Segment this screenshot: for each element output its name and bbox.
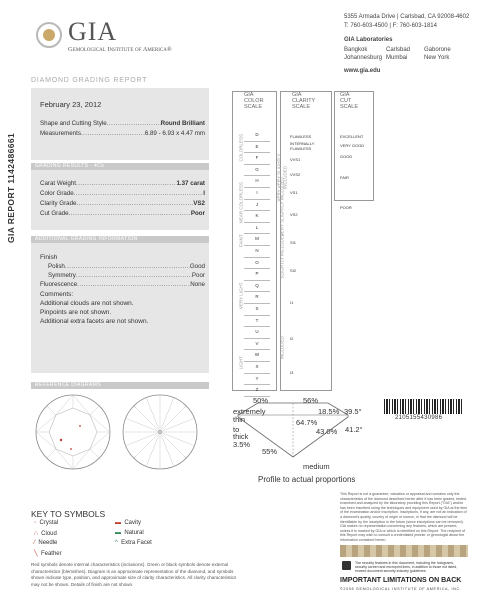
scale-title-line: CUT [340,98,352,104]
lab-city: Johannesburg [344,55,383,61]
color-grade-r: R [244,291,270,304]
report-date: February 23, 2012 [40,100,102,109]
crown-angle: 39.5° [344,407,362,416]
symbol-name: Cloud [41,531,57,537]
key-footnote: Red symbols denote internal characteristics (inclusions). Green or black symbols denote external characteristics (blemishes). Diagram is an approximate representation of the diamond, and symbols shown indicate type, position, and approximate size of clarity characteristics. All clarity characteristics may not be shown. Details of finish are not shown. [31,562,237,587]
clarity-scale-title [292,92,315,110]
star-length: 50% [253,396,269,405]
crown-height: 18.5% [318,407,340,416]
extra-facet-symbol-icon: ^ [115,540,118,546]
clarity-label: Clarity Grade [40,200,77,207]
clarity-grade: VS2 [290,212,298,217]
additional-heading: ADDITIONAL GRADING INFORMATION [31,236,209,243]
color-grade-g: G [244,164,270,177]
color-grade-h: H [244,175,270,188]
measurements-row [40,130,205,137]
carat-label: Carat Weight [40,180,76,187]
lower-half: 55% [262,447,278,456]
color-group-label: FAINT [238,234,244,248]
key-symbol-item [34,520,58,526]
comment-line: Pinpoints are not shown. [40,309,112,316]
color-grade-y: Y [244,373,270,386]
phone: T: 760-603-4500 | F: 760-603-1814 [344,23,437,29]
symbol-name: Cavity [124,520,142,526]
gia-logo-text: GIA [68,17,118,46]
security-text: The security features in this document, including the holograms, security screen and microprint lines, in addition to those not listed, exceed document security industry guidelines. [355,561,458,574]
color-row [40,190,205,197]
cut-grade: GOOD [340,154,353,159]
crystal-symbol-icon: ◦ [34,520,37,526]
color-group-label: COLORLESS [238,134,244,162]
cut-row [40,210,205,217]
gia-seal-logo [36,22,62,48]
clarity-grade: INTERNALLY FLAWLESS [290,141,315,151]
lab-city: Gaborone [424,47,451,53]
proportions-profile-diagram [230,395,360,463]
cut-grade: FAIR [340,175,349,180]
scale-title-line: GIA [244,92,254,98]
color-grade-j: J [244,199,270,212]
color-grade-m: M [244,233,270,246]
lab-city: Bangkok [344,47,368,53]
color-grade-o: O [244,257,270,270]
cloud-symbol-icon: ∴ [34,531,38,537]
grading-results-heading: GRADING RESULTS - 4Cs [31,163,209,170]
table-pct: 56% [303,396,319,405]
shape-value: Round Brilliant [160,120,205,127]
finish-label: Finish [40,254,58,261]
clarity-value: VS2 [193,200,205,207]
reference-heading: REFERENCE DIAGRAMS [31,382,209,389]
clarity-grade: FLAWLESS [290,134,312,139]
key-symbol-item [115,540,152,546]
carat-row [40,180,205,187]
scale-title-line: GIA [292,92,302,98]
scale-title-line: SCALE [292,104,311,110]
cut-scale-title [340,92,358,110]
lab-city: Mumbai [386,55,408,61]
color-grade-s: S [244,303,270,316]
color-grade-t: T [244,315,270,328]
key-to-symbols-title: KEY TO SYMBOLS [31,509,106,519]
culet: medium [303,462,330,471]
girdle-thick: thick [233,432,249,441]
plot-diagram-crown [33,392,113,472]
report-title: DIAMOND GRADING REPORT [31,77,148,84]
color-grade-n: N [244,245,270,258]
comment-line: Additional clouds are not shown. [40,300,134,307]
lab-city: New York [424,55,450,61]
plot-diagram-pavilion [120,392,200,472]
color-label: Color Grade [40,190,74,197]
clarity-grade: SI2 [290,268,297,273]
comments-label: Comments: [40,291,74,298]
feather-symbol-icon: ╲ [34,551,38,557]
color-grade-p: P [244,268,270,281]
hologram-strip [340,545,468,557]
color-group-label: NEAR COLORLESS [238,182,244,224]
polish-value: Good [189,263,205,270]
copyright: ©2008 GEMOLOGICAL INSTITUTE OF AMERICA, INC. [340,587,462,591]
website: www.gia.edu [344,68,381,74]
needle-symbol-icon: ⁄ [34,540,36,546]
fluorescence-label: Fluorescence [40,281,78,288]
scale-title-line: GIA [340,92,350,98]
org-name: Gemological Institute of America® [68,46,172,53]
symbol-name: Extra Facet [121,540,152,546]
fluorescence-row [40,281,205,288]
depth-pct: 64.7% [296,418,318,427]
clarity-row [40,200,205,207]
color-grade-f: F [244,152,270,165]
color-grade-x: X [244,361,270,374]
key-symbol-item [115,520,141,526]
key-symbol-item [115,530,144,536]
shape-label: Shape and Cutting Style [40,120,107,127]
clarity-grade: I2 [290,336,294,341]
address: 5355 Armada Drive | Carlsbad, CA 92008-4602 [344,14,470,20]
important-limitations: IMPORTANT LIMITATIONS ON BACK [340,577,462,584]
cut-grade: EXCELLENT [340,134,364,139]
color-grade-d: D [244,129,270,142]
lab-city: Carlsbad [386,47,411,53]
pavilion-angle: 41.2° [345,425,363,434]
proportions-caption: Profile to actual proportions [258,475,356,484]
cavity-symbol-icon: ▬ [115,520,121,526]
barcode-number: 2105155430986 [395,415,443,421]
symbol-name: Crystal [39,520,59,526]
symmetry-label: Symmetry [48,272,76,279]
cut-value: Poor [190,210,205,217]
clarity-grade: VVS1 [290,157,301,162]
scale-title-line: SCALE [244,104,263,110]
comment-line: Additional extra facets are not shown. [40,318,149,325]
scale-title-line: CLARITY [292,98,316,104]
clarity-group-label: VERY VERY SLIGHTLY INCLUDED [276,153,287,202]
polish-row [48,263,205,270]
clarity-grade: VVS2 [290,172,301,177]
color-grade-i: I [244,187,270,200]
color-grade-e: E [244,141,270,154]
color-grade-u: U [244,326,270,339]
girdle-label: extremely thin [233,407,266,424]
polish-label: Polish [48,263,65,270]
cut-grade: VERY GOOD [340,143,365,148]
clarity-group-label: SLIGHTLY INCLUDED [279,232,285,279]
symbol-name: Needle [38,540,58,546]
clarity-grade: I1 [290,300,294,305]
color-group-label: VERY LIGHT [238,282,244,310]
key-symbol-item [34,530,57,537]
clarity-group-label: INCLUDED [279,336,285,360]
measurements-label: Measurements [40,130,81,137]
pavilion-depth: 43.0% [316,427,338,436]
color-grade-v: V [244,338,270,351]
fluorescence-value: None [190,281,205,288]
symbol-name: Feather [40,551,62,557]
scale-title-line: COLOR [244,98,264,104]
clarity-grade: SI1 [290,240,297,245]
natural-symbol-icon: ▬ [115,530,121,536]
color-grade-z: Z [244,384,270,397]
labs-title: GIA Laboratories [344,37,393,43]
barcode [384,399,462,414]
shape-row [40,120,205,127]
clarity-grade: I3 [290,370,294,375]
color-grade-k: K [244,210,270,223]
symmetry-value: Poor [191,272,205,279]
clarity-group-label: VERY SLIGHTLY INCLUDED [279,177,285,237]
color-grade-w: W [244,349,270,362]
color-value: I [203,190,205,197]
clarity-grade: VS1 [290,190,298,195]
symmetry-row [48,272,205,279]
carat-value: 1.37 carat [176,180,205,187]
key-symbol-item [34,540,57,546]
disclaimer: This Report is not a guarantee, valuation or appraisal and contains only the characteristics of the diamond described herein after it has been graded, tested, examined and analyzed by the laboratory providing this Report ("GIA") and/or has been inscribed using the techniques and equipment used by GIA at the time of the examination and/or inscription. Inscriptions, if any, are not an indication of a diamond's quality, country of origin or source, in that the diamond will be identifiable by the inscription in the future (since inscriptions can be removed). GIA makes no representation concerning any features, which are present, unless it is marked by GIA or which is identified on this Report. The recipient of this Report may wish to consult a credentialed jeweler or gemologist about the information contained herein. [340,492,468,542]
symbol-name: Natural [124,530,144,536]
lock-icon [342,561,351,570]
color-grade-q: Q [244,280,270,293]
color-grade-l: L [244,222,270,235]
color-scale-title [244,92,264,110]
cut-label: Cut Grade [40,210,69,217]
side-report-label: GIA REPORT 1142486661 [6,132,16,243]
cut-grade: POOR [340,205,352,210]
girdle-to: to [233,425,240,434]
scale-title-line: SCALE [340,104,359,110]
color-group-label: LIGHT [238,356,244,370]
measurements-value: 6.89 - 6.93 x 4.47 mm [144,130,205,137]
girdle-pct: 3.5% [233,440,251,449]
key-symbol-item [34,550,62,557]
